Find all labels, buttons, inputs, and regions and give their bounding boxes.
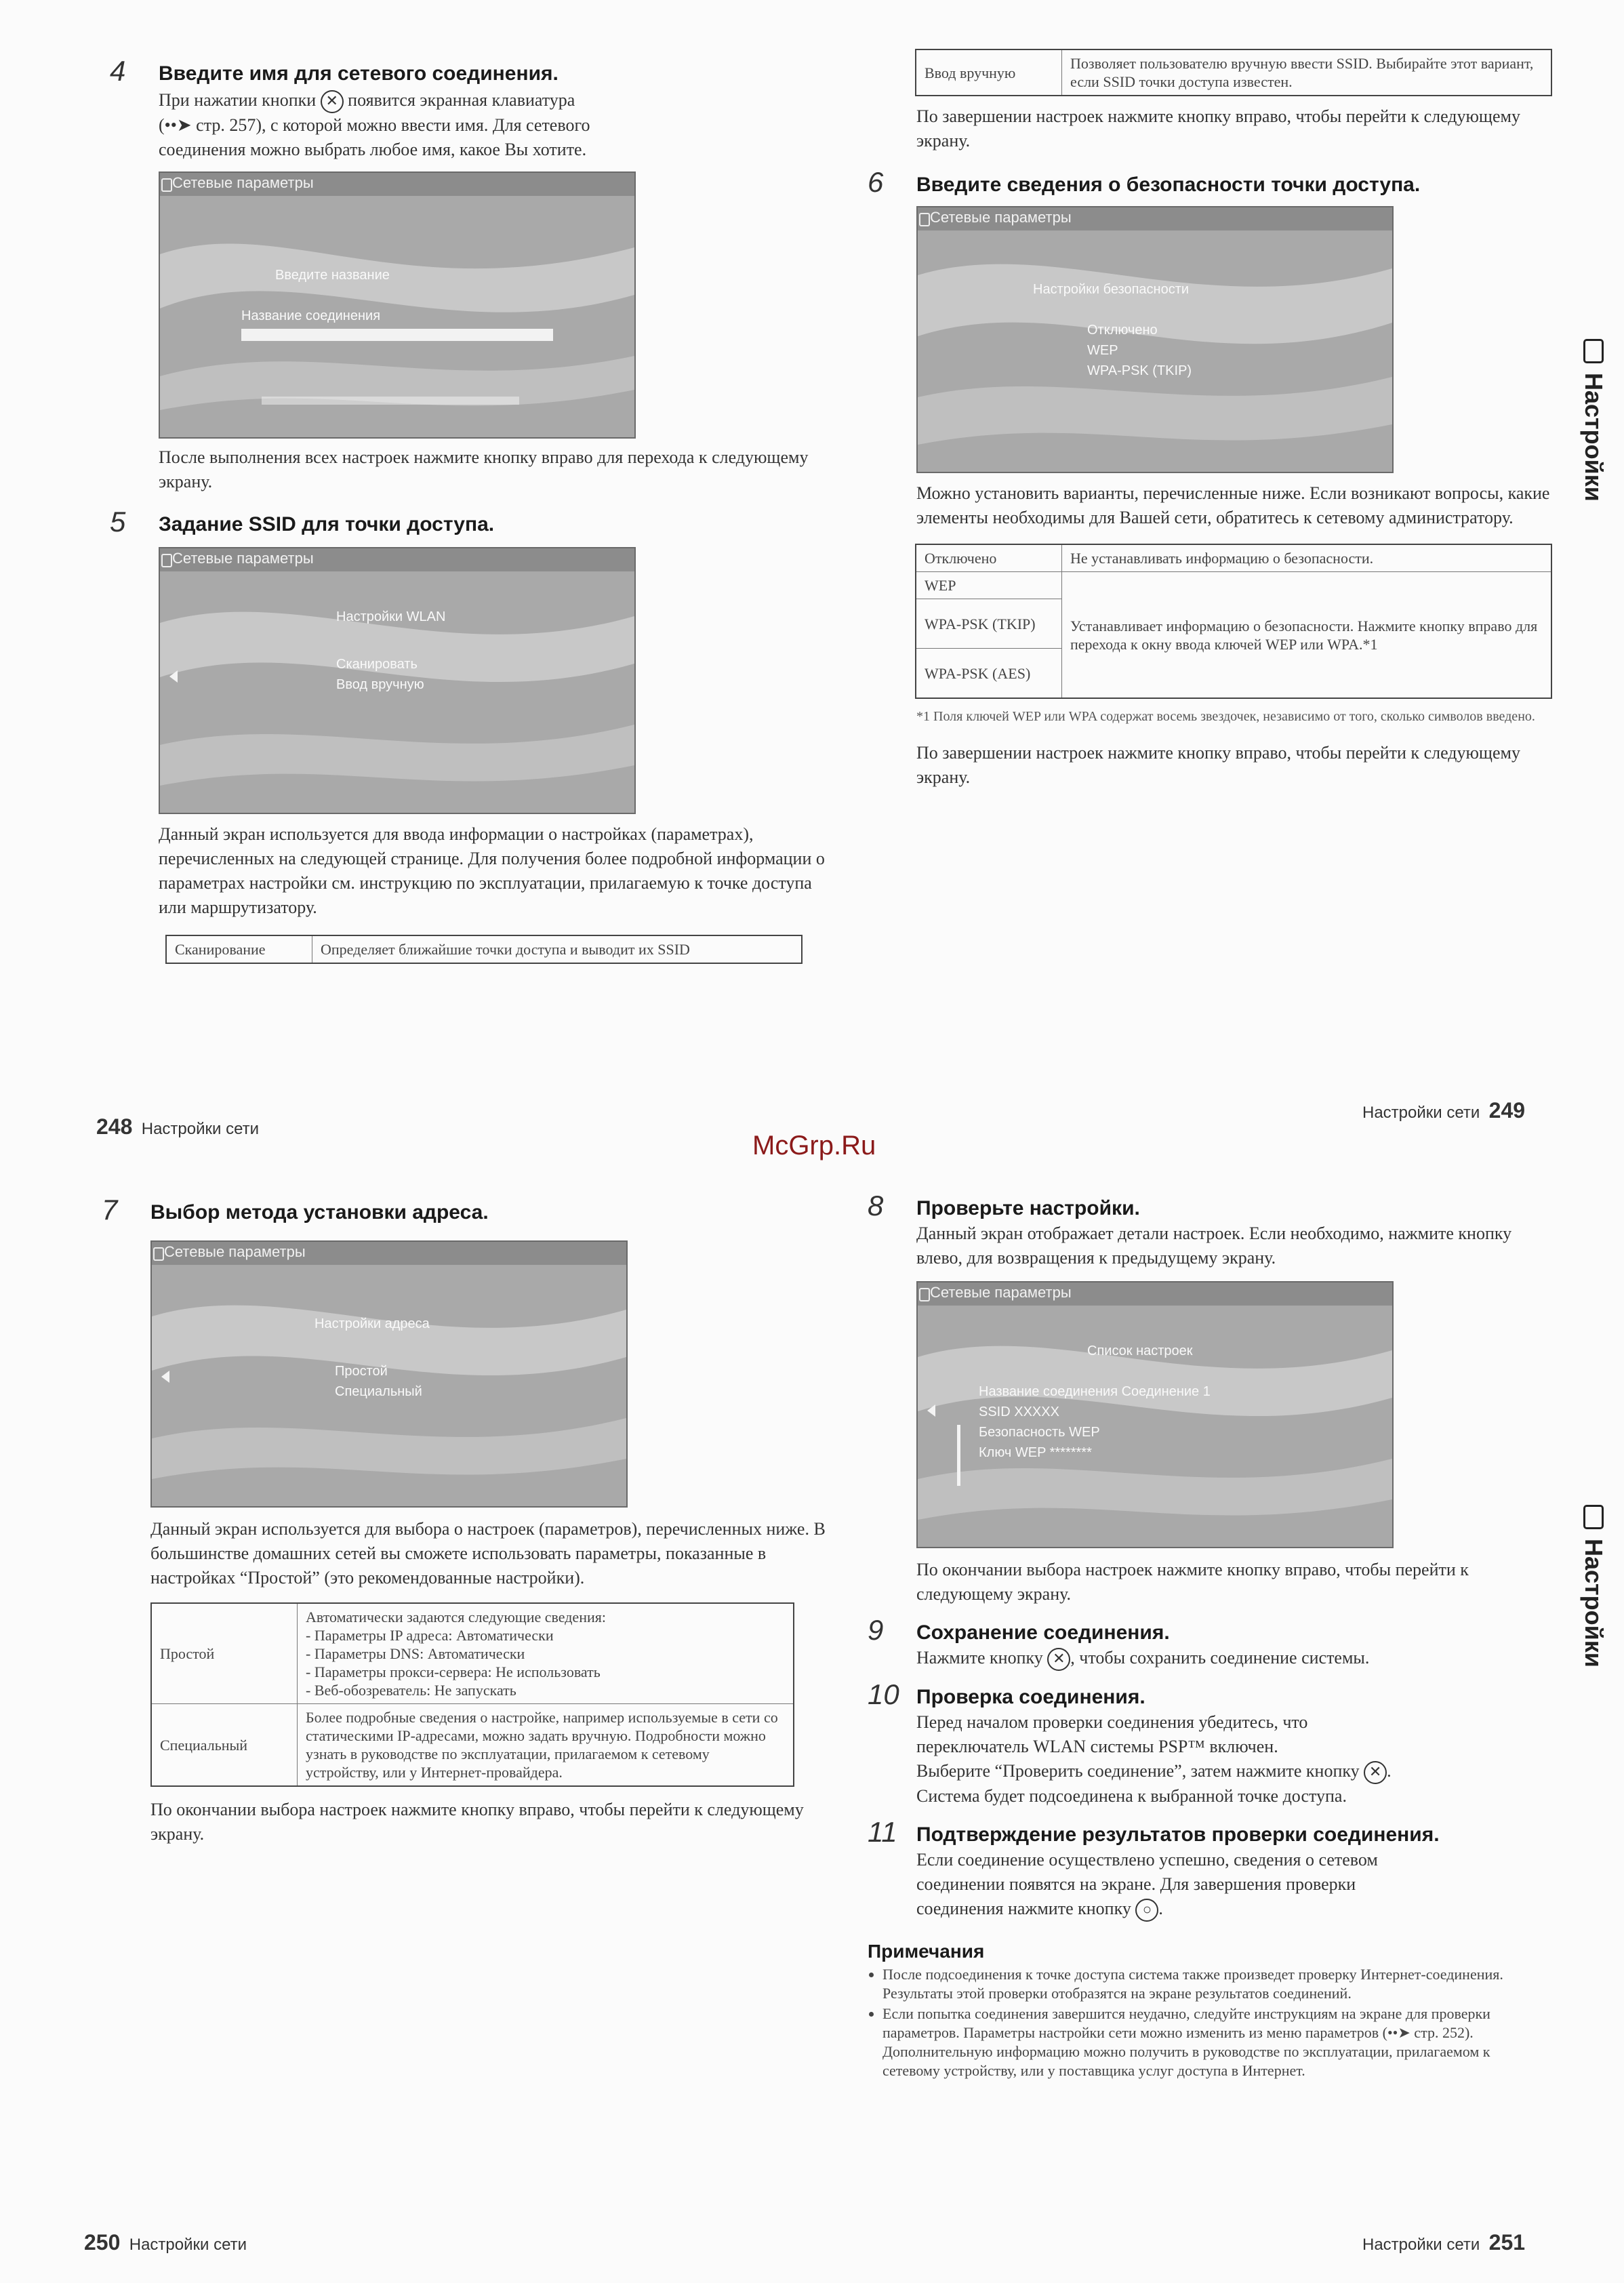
step-11-body: Если соединение осуществлено успешно, сведения о сетевом соединении появятся на экране. Для завершения проверки соединения нажмите кнопку ○ .: [868, 1848, 1559, 1922]
step-7-heading: [102, 1194, 813, 1226]
step-title: Задание SSID для точки доступа.: [159, 513, 495, 536]
left-arrow-icon[interactable]: [169, 670, 178, 683]
hint-bar: [262, 397, 519, 405]
step-number: 9: [868, 1614, 884, 1646]
step-title: Проверка соединения.: [916, 1686, 1145, 1709]
step-title: Введите имя для сетевого соединения.: [159, 62, 559, 85]
address-method-table: [150, 1602, 794, 1787]
settings-tab-icon: [1583, 1505, 1604, 1529]
step-number: 4: [110, 55, 126, 87]
footer-251: Настройки сети 251: [1362, 2230, 1526, 2255]
screenshot-step-4: Сетевые параметры Введите название Название соединения: [159, 171, 636, 439]
ssid-options-table: [165, 935, 803, 964]
step-10-body: Перед началом проверки соединения убедитесь, что переключатель WLAN системы PSP™ включен. Выберите “Проверить соединение”, затем нажмите кнопку ✕ . Система будет подсоединена к выбранной точке доступа.: [916, 1712, 1392, 1806]
step-number: 6: [868, 166, 884, 198]
side-label-text: Настройки: [1580, 373, 1608, 502]
step-10-heading: [868, 1678, 1559, 1711]
table-row: Простой Автоматически задаются следующие сведения: - Параметры IP адреса: Автоматически - Параметры DNS: Автоматически - Параметры прокси-сервера: Не использовать - Веб-обозреватель: Не запускать: [151, 1603, 794, 1704]
step-title: Выбор метода установки адреса.: [150, 1201, 489, 1224]
step-5-after: По завершении настроек нажмите кнопку вправо, чтобы перейти к следующему экрану.: [916, 106, 1520, 150]
step-7-after: По окончании выбора настроек нажмите кнопку вправо, чтобы перейти к следующему экрану.: [150, 1800, 804, 1844]
step-6-after: По завершении настроек нажмите кнопку вправо, чтобы перейти к следующему экрану.: [916, 743, 1520, 787]
network-icon: [919, 213, 930, 226]
footer-249: Настройки сети 249: [1362, 1098, 1526, 1123]
step-11-heading: [868, 1816, 1559, 1848]
screenshot-step-8: Сетевые параметры Список настроек Название соединения Соединение 1 SSID XXXXX Безопасность WEP Ключ WEP ********: [916, 1281, 1394, 1548]
scrollbar[interactable]: [957, 1425, 960, 1486]
page-248: [110, 55, 825, 964]
table-row: WPA-PSK (TKIP): [916, 599, 1551, 649]
list-item: • После подсоединения к точке доступа система также произведет проверку Интернет-соединения. Результаты этой проверки отобразятся на экране результатов соединений.: [882, 1965, 1539, 2003]
step-9-body: Нажмите кнопку ✕ , чтобы сохранить соединение системы.: [868, 1646, 1559, 1671]
side-label-text: Настройки: [1580, 1539, 1608, 1668]
name-input[interactable]: [241, 329, 553, 341]
step-4-body: При нажатии кнопки ✕ появится экранная клавиатура (••➤ стр. 257), с которой можно ввести имя. Для сетевого соединения можно выбрать любое имя, какое Вы хотите.: [159, 90, 590, 160]
circle-button-icon: ○: [1135, 1899, 1158, 1922]
side-label-bottom: [1579, 1505, 1608, 1668]
step-8-heading: [868, 1190, 1559, 1221]
notes-section: [868, 1941, 1539, 2080]
cross-button-icon: ✕: [1047, 1648, 1070, 1671]
step-8-after: По окончании выбора настроек нажмите кнопку вправо, чтобы перейти к следующему экрану.: [916, 1560, 1469, 1604]
table-row: WEP Устанавливает информацию о безопасности. Нажмите кнопку вправо для перехода к окну ввода ключей WEP или WPA.*1: [916, 572, 1551, 599]
step-title: Подтверждение результатов проверки соединения.: [916, 1823, 1440, 1846]
cross-button-icon: ✕: [321, 90, 344, 113]
page-250: [102, 1194, 826, 1846]
footer-248: 248 Настройки сети: [96, 1114, 260, 1139]
step-4-heading: [110, 55, 821, 87]
screen-title-bar: Сетевые параметры: [160, 173, 634, 196]
footnote: *1 Поля ключей WEP или WPA содержат восемь звездочек, независимо от того, сколько символов введено.: [916, 709, 1535, 724]
step-6-body: Можно установить варианты, перечисленные ниже. Если возникают вопросы, какие элементы необходимы для Вашей сети, обратитесь к сетевому администратору.: [916, 483, 1550, 527]
cross-button-icon: ✕: [1364, 1761, 1387, 1784]
step-number: 11: [868, 1816, 897, 1848]
security-table: [915, 544, 1552, 699]
step-5-heading: [110, 506, 821, 538]
step-number: 8: [868, 1190, 884, 1221]
step-number: 5: [110, 506, 126, 538]
step-title: Введите сведения о безопасности точки доступа.: [916, 174, 1421, 196]
network-icon: [919, 1288, 930, 1301]
network-icon: [161, 178, 172, 192]
side-label-top: [1579, 339, 1608, 502]
notes-list: [868, 1965, 1539, 2080]
table-row: Отключено Не устанавливать информацию о безопасности.: [916, 544, 1551, 572]
step-number: 7: [102, 1194, 118, 1226]
screenshot-step-6: Сетевые параметры Настройки безопасности Отключено WEP WPA-PSK (TKIP): [916, 206, 1394, 473]
table-row: Ввод вручную Позволяет пользователю вручную ввести SSID. Выбирайте этот вариант, если SSID точки доступа известен.: [916, 49, 1551, 96]
step-title: Сохранение соединения.: [916, 1621, 1170, 1644]
site-watermark: McGrp.Ru: [752, 1131, 876, 1160]
step-number: 10: [868, 1678, 899, 1711]
step-9-heading: [868, 1614, 1559, 1646]
left-arrow-icon[interactable]: [161, 1371, 169, 1383]
network-icon: [153, 1247, 164, 1261]
step-6-heading: [868, 166, 1559, 198]
notes-title: Примечания: [868, 1941, 985, 1962]
step-title: Проверьте настройки.: [916, 1197, 1140, 1219]
screenshot-step-5: Сетевые параметры Настройки WLAN Сканировать Ввод вручную: [159, 547, 636, 814]
table-row: Специальный Более подробные сведения о настройке, например используемые в сети со статическими IP-адресами, можно задать вручную. Подробности можно узнать в руководстве по эксплуатации, прилагаемом к сетевому устройству, или у Интернет-провайдера.: [151, 1704, 794, 1787]
screenshot-step-7: Сетевые параметры Настройки адреса Простой Специальный: [150, 1240, 628, 1508]
step-8-body: Данный экран отображает детали настроек. Если необходимо, нажмите кнопку влево, для возвращения к предыдущему экрану.: [916, 1224, 1512, 1268]
step-4-after: После выполнения всех настроек нажмите кнопку вправо для перехода к следующему экрану.: [159, 447, 809, 492]
ssid-manual-table: [915, 49, 1552, 96]
page-249: [868, 49, 1559, 790]
footer-250: 250 Настройки сети: [84, 2230, 247, 2255]
step-7-body: Данный экран используется для выбора о настроек (параметров), перечисленных ниже. В большинстве домашних сетей вы сможете использовать параметры, показанные в настройках “Простой” (это рекомендованные настройки).: [150, 1519, 826, 1588]
page-251: [868, 1190, 1559, 2082]
left-arrow-icon[interactable]: [927, 1405, 935, 1417]
table-row: WPA-PSK (AES): [916, 649, 1551, 699]
network-icon: [161, 554, 172, 567]
step-5-body: Данный экран используется для ввода информации о настройках (параметрах), перечисленных на следующей странице. Для получения более подробной информации о параметрах настройки см. инструкцию по эксплуатации, прилагаемую к точке доступа или маршрутизатору.: [159, 824, 825, 918]
list-item: • Если попытка соединения завершится неудачно, следуйте инструкциям на экране для проверки параметров. Параметры настройки сети можно изменить из меню параметров (••➤ стр. 252). Дополнительную информацию можно получить в руководстве по эксплуатации, прилагаемом к сетевому устройству, или у поставщика услуг доступа в Интернет.: [882, 2004, 1539, 2080]
table-row: Сканирование Определяет ближайшие точки доступа и выводит их SSID: [166, 935, 802, 963]
settings-tab-icon: [1583, 339, 1604, 363]
